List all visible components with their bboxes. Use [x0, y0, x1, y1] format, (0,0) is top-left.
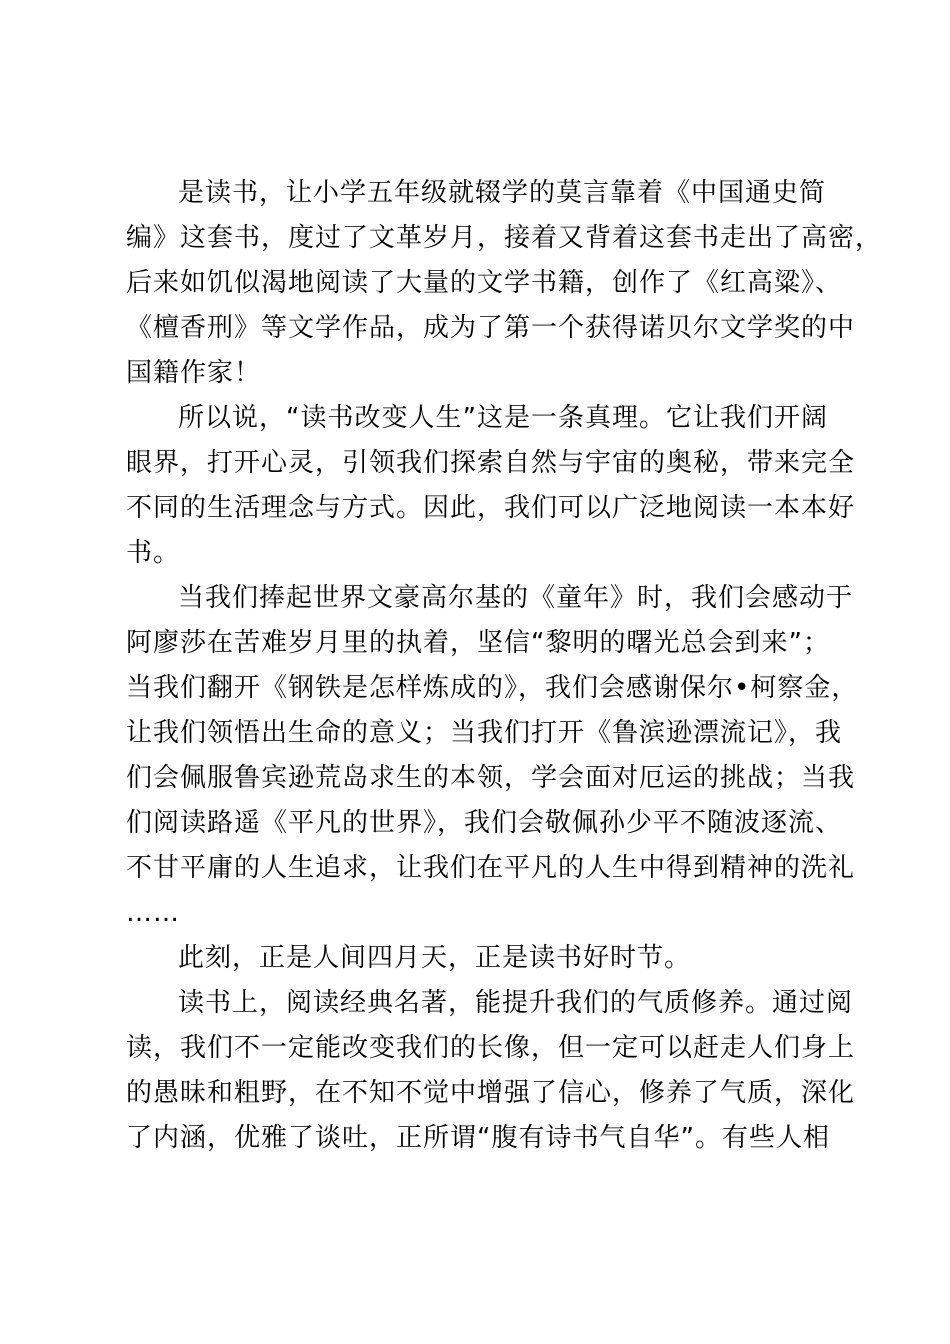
text-line: 当我们翻开《钢铁是怎样炼成的》，我们会感谢保尔•柯察金， [126, 673, 859, 703]
paragraph-first-line: 此刻，正是人间四月天，正是读书好时节。 [178, 943, 692, 973]
paragraph-first-line: 所以说，“读书改变人生”这是一条真理。它让我们开阔 [178, 403, 828, 433]
text-line: 《檀香刑》等文学作品，成为了第一个获得诺贝尔文学奖的中 [126, 313, 856, 343]
text-line: 读，我们不一定能改变我们的长像，但一定可以赶走人们身上 [126, 1033, 856, 1063]
paragraph-first-line: 是读书，让小学五年级就辍学的莫言靠着《中国通史简 [178, 178, 827, 208]
text-line: 国籍作家！ [126, 358, 262, 388]
text-line: 阿廖莎在苦难岁月里的执着，坚信“黎明的曙光总会到来”； [126, 628, 830, 658]
text-line: 让我们领悟出生命的意义；当我们打开《鲁滨逊漂流记》，我 [126, 718, 843, 748]
text-line: 眼界，打开心灵，引领我们探索自然与宇宙的奥秘，带来完全 [126, 448, 856, 478]
document-body [126, 171, 883, 1161]
text-line: 后来如饥似渴地阅读了大量的文学书籍，创作了《红高粱》、 [126, 268, 843, 298]
paragraph-first-line: 当我们捧起世界文豪高尔基的《童年》时，我们会感动于 [178, 583, 854, 613]
text-line: …… [126, 898, 180, 928]
text-line: 书。 [126, 538, 181, 568]
text-line: 了内涵，优雅了谈吐，正所谓“腹有诗书气自华”。有些人相 [126, 1123, 830, 1153]
paragraph-first-line: 读书上，阅读经典名著，能提升我们的气质修养。通过阅 [178, 988, 854, 1018]
text-line: 编》这套书，度过了文革岁月，接着又背着这套书走出了高密， [126, 223, 883, 253]
text-line: 的愚昧和粗野，在不知不觉中增强了信心，修养了气质，深化 [126, 1078, 856, 1108]
text-line: 不同的生活理念与方式。因此，我们可以广泛地阅读一本本好 [126, 493, 856, 523]
text-line: 们阅读路遥《平凡的世界》，我们会敬佩孙少平不随波逐流、 [126, 808, 843, 838]
text-line: 们会佩服鲁宾逊荒岛求生的本领，学会面对厄运的挑战；当我 [126, 763, 856, 793]
text-line: 不甘平庸的人生追求，让我们在平凡的人生中得到精神的洗礼 [126, 853, 856, 883]
